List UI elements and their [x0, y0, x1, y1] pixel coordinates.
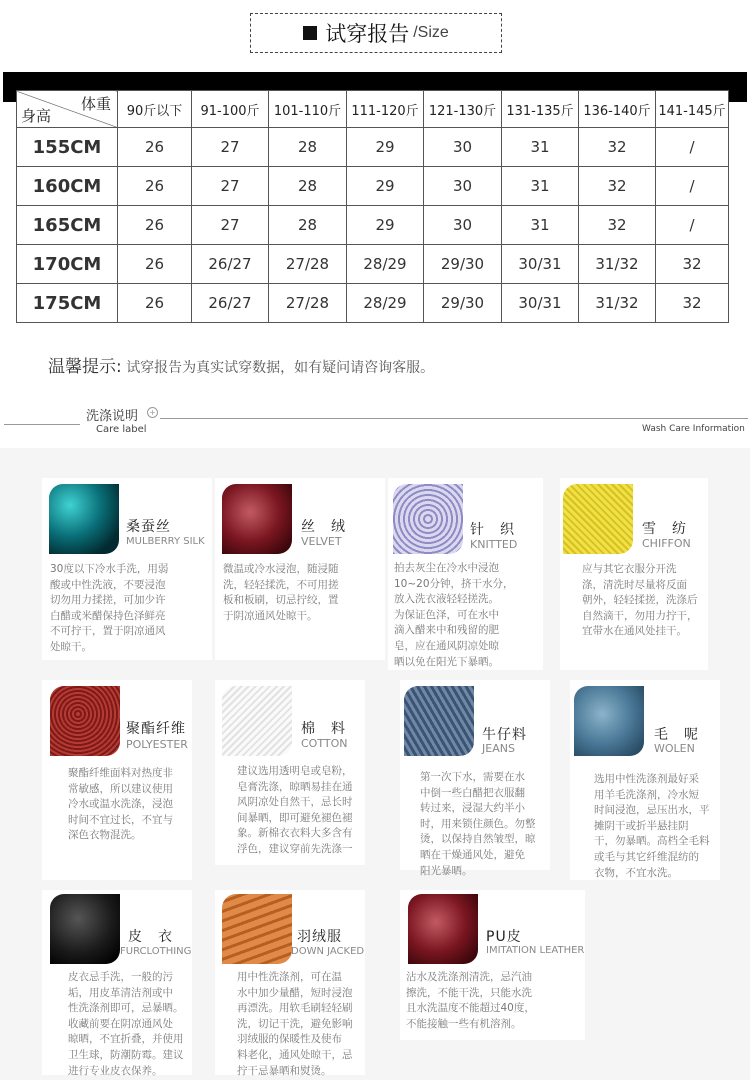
down-swatch-icon [222, 894, 292, 964]
size-cell: 32 [579, 128, 656, 167]
fabric-name: 皮 衣 [128, 929, 173, 945]
size-cell: 28/29 [347, 284, 424, 323]
pu-swatch-icon [408, 894, 478, 964]
size-cell: 29 [347, 206, 424, 245]
table-row [17, 284, 729, 323]
wool-swatch-icon [574, 686, 644, 756]
size-cell: 29 [347, 167, 424, 206]
table-header-row [17, 91, 729, 128]
velvet-swatch-icon [222, 484, 292, 554]
fabric-card-polyester [42, 680, 192, 880]
fabric-desc: 沾水及洗涤剂清洗，忌汽油 擦洗，不能干洗，只能水洗 且水洗温度不能超过40度， 不能接触一些有机溶剂。 [406, 971, 535, 1030]
fabric-desc: 用中性洗涤剂，可在温 水中加少量醋，短时浸泡 再漂洗。用软毛刷轻轻刷 洗，切记干洗，避免影响 羽绒服的保暖性及使布 料老化，通风处晾干，忌 拧干忌暴晒和熨烫。 [237, 971, 353, 1077]
title-sub: /Size [413, 24, 449, 41]
table-corner-cell [17, 91, 118, 128]
weight-column-header: 131-135斤 [502, 91, 579, 128]
size-cell: 31/32 [579, 245, 656, 284]
size-cell: 26 [118, 245, 192, 284]
fabric-en: FURCLOTHING [120, 946, 192, 957]
fabric-name: 聚酯纤维 [126, 721, 186, 737]
size-cell: 26 [118, 284, 192, 323]
size-cell: 31 [502, 167, 579, 206]
tip-label: 温馨提示: [48, 357, 122, 377]
size-cell: 28 [269, 128, 347, 167]
care-right-label: Wash Care Information [642, 424, 745, 434]
title-main: 试穿报告 [325, 22, 410, 46]
fabric-name: 雪 纺 [642, 521, 687, 537]
table-row [17, 206, 729, 245]
care-divider-left [4, 424, 80, 425]
fabric-en: DOWN JACKED [291, 946, 365, 957]
fabric-desc: 30度以下冷水手洗，用弱 酸或中性洗液，不要浸泡 切勿用力揉搓，可加少许 白醋或米醋保持色泽鲜亮 不可拧干，置于阴凉通风 处晾干。 [50, 563, 169, 653]
fabric-desc: 第一次下水，需要在水 中倒一些白醋把衣服翻 转过来，浸湿大约半小 时，用来锁住颜色。勿整 烫，以保持自然皱型，晾 晒在干燥通风处，避免 阳光暴晒。 [420, 771, 536, 877]
knitted-swatch-icon [393, 484, 463, 554]
corner-weight-label: 体重 [80, 95, 111, 113]
size-cell: 29 [347, 128, 424, 167]
height-label: 170CM [17, 245, 118, 284]
table-row [17, 128, 729, 167]
care-subtitle: Care label [96, 424, 147, 435]
fabric-card-jeans [400, 680, 550, 877]
fabric-name: 牛仔料 [482, 727, 527, 743]
fabric-card-velvet [215, 478, 385, 660]
warm-tip [48, 352, 434, 377]
fabric-en: COTTON [301, 737, 348, 750]
fabric-en: POLYESTER [126, 738, 188, 751]
weight-column-header: 101-110斤 [269, 91, 347, 128]
size-cell: 32 [656, 245, 729, 284]
size-cell: 31/32 [579, 284, 656, 323]
size-cell: 31 [502, 206, 579, 245]
fabric-desc: 拍去灰尘在冷水中浸泡 10~20分钟，挤干水分， 放入洗衣液轻轻搓洗。 为保证色泽，可在水中 滴入醋来中和残留的肥 皂，应在通风阴凉处晾 晒以免在阳光下暴晒。 [394, 562, 514, 668]
size-cell: 27 [192, 128, 269, 167]
fabric-name: 毛 呢 [654, 727, 699, 743]
fabric-desc: 建议选用透明皂或皂粉， 皂膏洗涤，晾晒易挂在通 风阴凉处自然干，忌长时 间暴晒，即可避免褪色褪 象。新棉衣衣料大多含有 浮色，建议穿前先洗涤一 [237, 765, 353, 855]
size-cell: 30/31 [502, 245, 579, 284]
weight-column-header: 136-140斤 [579, 91, 656, 128]
fabric-card-down [215, 890, 365, 1075]
height-label: 175CM [17, 284, 118, 323]
care-title: 洗涤说明 [86, 409, 139, 424]
size-cell: 27 [192, 206, 269, 245]
polyester-swatch-icon [50, 686, 120, 756]
size-cell: / [656, 167, 729, 206]
cotton-swatch-icon [222, 686, 292, 756]
jeans-swatch-icon [404, 686, 474, 756]
fabric-en: WOLEN [654, 742, 695, 755]
fabric-desc: 应与其它衣服分开洗 涤，清洗时尽量将反面 朝外，轻轻揉搓，洗涤后 自然滴干，勿用力拧干， 宜带水在通风处挂干。 [582, 563, 698, 638]
weight-column-header: 141-145斤 [656, 91, 729, 128]
fabric-name: 桑蚕丝 [126, 519, 171, 535]
fabric-desc: 微温或冷水浸泡，随浸随 洗，轻轻揉洗，不可用搓 板和板刷，切忌拧绞，置 于阴凉通风处晾干。 [223, 563, 339, 622]
fabric-card-wool [570, 680, 720, 880]
weight-column-header: 121-130斤 [424, 91, 502, 128]
fabric-desc: 皮衣忌手洗，一般的污 垢，用皮革清洁剂或中 性洗涤剂即可，忌暴晒。 收藏前要在阴凉通风处 晾晒，不宜折叠，并使用 卫生球，防潮防霉。建议 进行专业皮衣保养。 [68, 971, 184, 1077]
size-cell: 30 [424, 128, 502, 167]
height-label: 160CM [17, 167, 118, 206]
size-cell: 29/30 [424, 284, 502, 323]
size-cell: 27/28 [269, 245, 347, 284]
fabric-en: KNITTED [470, 538, 518, 551]
size-cell: 26/27 [192, 245, 269, 284]
weight-column-header: 111-120斤 [347, 91, 424, 128]
fabric-desc: 选用中性洗涤剂最好采 用羊毛洗涤剂，冷水短 时间浸泡，忌压出水，平 摊阴干或折半悬挂阴 干，勿暴晒。高档全毛料 或毛与其它纤维混纺的 衣物，不宜水洗。 [594, 773, 710, 879]
weight-column-header: 90斤以下 [118, 91, 192, 128]
size-cell: 27/28 [269, 284, 347, 323]
fabric-name: 棉 料 [301, 721, 346, 737]
size-cell: 32 [579, 167, 656, 206]
table-row [17, 167, 729, 206]
title-square-icon [303, 26, 317, 40]
fabric-card-pu [400, 890, 585, 1040]
size-cell: 28 [269, 206, 347, 245]
size-cell: 30 [424, 167, 502, 206]
size-cell: 30/31 [502, 284, 579, 323]
size-cell: / [656, 206, 729, 245]
size-cell: 32 [579, 206, 656, 245]
fabric-name: PU皮 [486, 929, 522, 945]
chiffon-swatch-icon [563, 484, 633, 554]
size-cell: 27 [192, 167, 269, 206]
height-label: 165CM [17, 206, 118, 245]
weight-column-header: 91-100斤 [192, 91, 269, 128]
silk-swatch-icon [49, 484, 119, 554]
fabric-desc: 聚酯纤维面料对热度非 常敏感，所以建议使用 冷水或温水洗涤，浸泡 时间不宜过长，不宜与 深色衣物混洗。 [68, 767, 173, 842]
table-row [17, 245, 729, 284]
fabric-name: 羽绒服 [297, 929, 342, 945]
fabric-en: VELVET [301, 535, 342, 548]
fabric-name: 丝 绒 [301, 519, 346, 535]
size-cell: 31 [502, 128, 579, 167]
size-table [16, 90, 729, 323]
height-label: 155CM [17, 128, 118, 167]
plus-circle-icon: + [147, 407, 158, 418]
size-cell: 28/29 [347, 245, 424, 284]
fabric-card-leather [42, 890, 192, 1075]
fabric-card-knitted [388, 478, 543, 670]
size-cell: 29/30 [424, 245, 502, 284]
size-cell: 26 [118, 206, 192, 245]
fabric-en: JEANS [482, 742, 515, 755]
size-report-title-box [250, 13, 502, 53]
size-cell: 26/27 [192, 284, 269, 323]
size-cell: 26 [118, 128, 192, 167]
fabric-card-silk [42, 478, 212, 660]
leather-swatch-icon [50, 894, 120, 964]
fabric-name: 针 织 [470, 522, 515, 538]
care-divider-right [160, 418, 748, 419]
fabric-en: CHIFFON [642, 537, 691, 550]
size-cell: 26 [118, 167, 192, 206]
tip-text: 试穿报告为真实试穿数据，如有疑问请咨询客服。 [126, 360, 435, 376]
fabric-en: MULBERRY SILK [126, 536, 205, 547]
size-cell: 28 [269, 167, 347, 206]
size-cell: 30 [424, 206, 502, 245]
size-cell: 32 [656, 284, 729, 323]
size-cell: / [656, 128, 729, 167]
corner-height-label: 身高 [21, 107, 52, 125]
fabric-card-cotton [215, 680, 365, 865]
fabric-en: IMITATION LEATHER [486, 945, 585, 956]
fabric-card-chiffon [560, 478, 708, 670]
